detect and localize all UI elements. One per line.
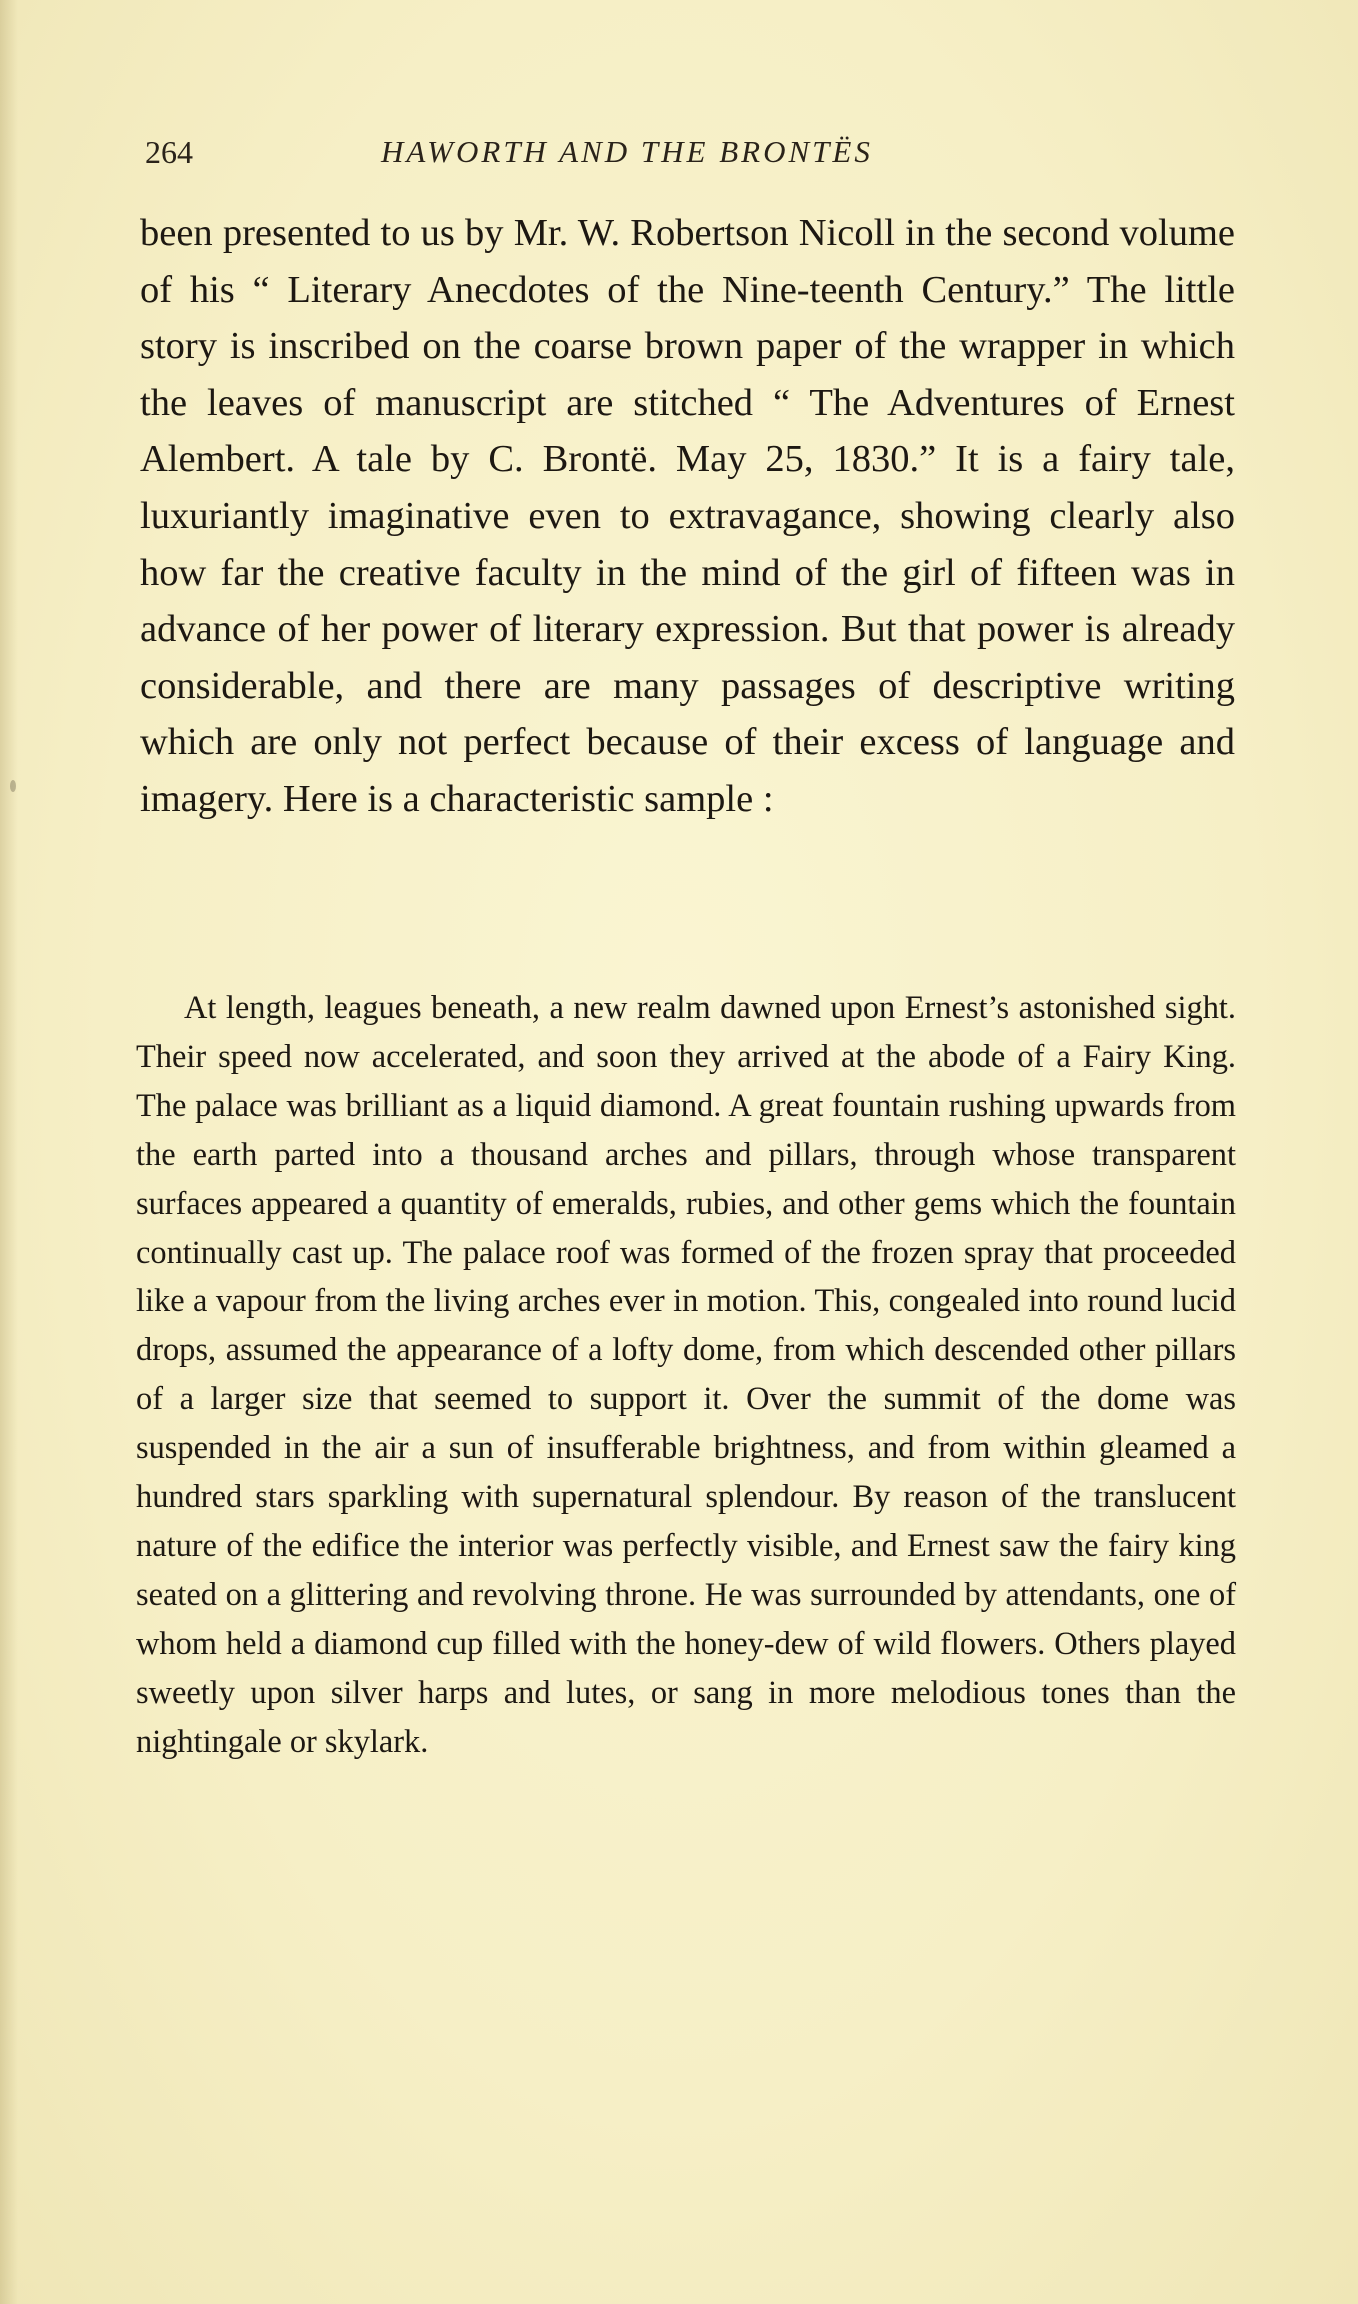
running-head: HAWORTH AND THE BRONTËS xyxy=(381,134,873,169)
page-header xyxy=(145,128,1235,178)
quoted-passage: At length, leagues beneath, a new realm dawned upon Ernest’s astonished sight. Their speed now accelerated, and soon they arrived at the abode of a Fairy King. The palace was brilliant as a liquid diamond. A great fountain rushing upwards from the earth parted into a thousand arches and pillars, through whose transparent surfaces appeared a quantity of emeralds, rubies, and other gems which the fountain continually cast up. The palace roof was formed of the frozen spray that proceeded like a vapour from the living arches ever in motion. This, congealed into round lucid drops, assumed the appearance of a lofty dome, from which descended other pillars of a larger size that seemed to support it. Over the summit of the dome was suspended in the air a sun of insufferable brightness, and from within gleamed a hundred stars sparkling with supernatural splendour. By reason of the translucent nature of the edifice the interior was perfectly visible, and Ernest saw the fairy king seated on a glittering and revolving throne. He was surrounded by attendants, one of whom held a diamond cup filled with the honey-dew of wild flowers. Others played sweetly upon silver harps and lutes, or sang in more melodious tones than the nightingale or skylark. xyxy=(136,990,1236,1760)
paper-speck xyxy=(10,780,16,792)
body-paragraph: been presented to us by Mr. W. Robertson Nicoll in the second volume of his “ Literary Anecdotes of the Nine-teenth Century.” The little story is inscribed on the coarse brown paper of the wrapper in which the leaves of manuscript are stitched “ The Adventures of Ernest Alembert. A tale by C. Brontë. May 25, 1830.” It is a fairy tale, luxuriantly imaginative even to extravagance, showing clearly also how far the creative faculty in the mind of the girl of fifteen was in advance of her power of literary expression. But that power is already considerable, and there are many passages of descriptive writing which are only not perfect because of their excess of language and imagery. Here is a characteristic sample : xyxy=(140,212,1235,820)
gutter-shadow xyxy=(0,0,18,2304)
page-number: 264 xyxy=(145,134,193,170)
